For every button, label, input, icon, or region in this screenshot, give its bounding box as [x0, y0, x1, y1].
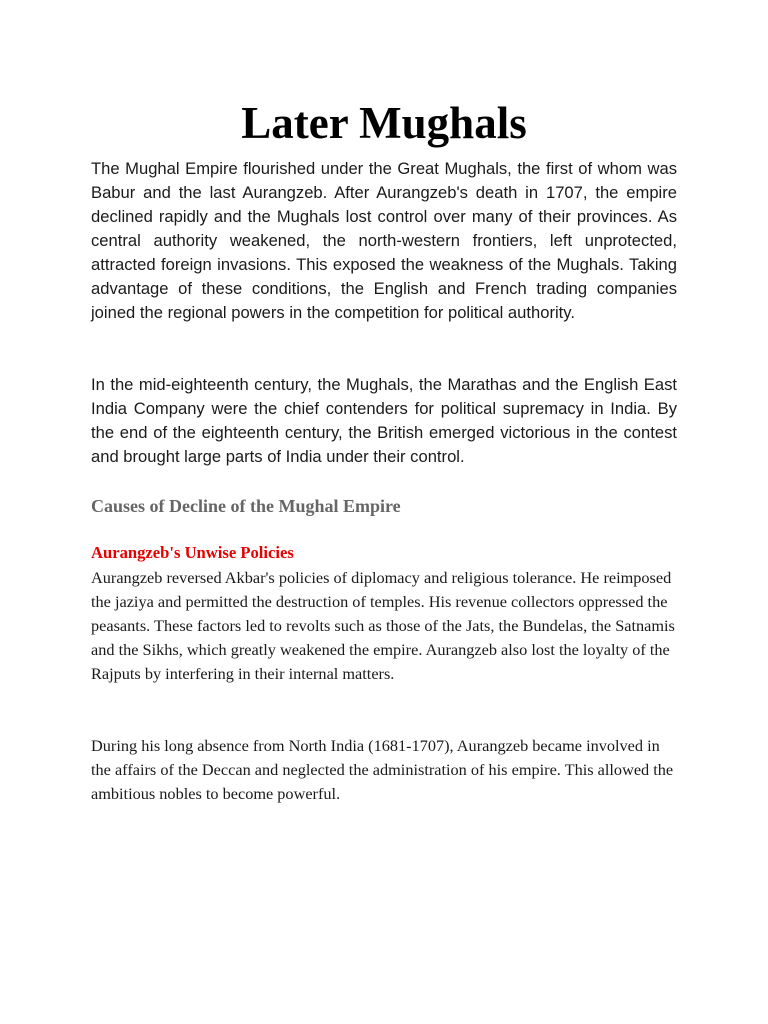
- page-title: Later Mughals: [241, 98, 527, 148]
- section-subheading: Aurangzeb's Unwise Policies: [91, 543, 294, 562]
- section-paragraph-1: Aurangzeb reversed Akbar's policies of diplomacy and religious tolerance. He reimposed the jaziya and permitted the destruction of temples. His revenue collectors oppressed the peasants. These factors led to revolts such as those of the Jats, the Bundelas, the Satnamis and the Sikhs, which greatly weakened the empire. Aurangzeb also lost the loyalty of the Rajputs by interfering in their internal matters.: [91, 568, 675, 683]
- section-heading: Causes of Decline of the Mughal Empire: [91, 496, 401, 516]
- intro-paragraph-1: The Mughal Empire flourished under the Great Mughals, the first of whom was Babur and the last Aurangzeb. After Aurangzeb's death in 1707, the empire declined rapidly and the Mughals lost control over many of their provinces. As central authority weakened, the north-western frontiers, left unprotected, attracted foreign invasions. This exposed the weakness of the Mughals. Taking advantage of these conditions, the English and French trading companies joined the regional powers in the competition for political authority.: [91, 159, 677, 322]
- intro-paragraph-2: In the mid-eighteenth century, the Mughals, the Marathas and the English East India Company were the chief contenders for political supremacy in India. By the end of the eighteenth century, the British emerged victorious in the contest and brought large parts of India under their control.: [91, 375, 677, 466]
- section-paragraph-2: During his long absence from North India (1681-1707), Aurangzeb became involved in the affairs of the Deccan and neglected the administration of his empire. This allowed the ambitious nobles to become powerful.: [91, 736, 674, 803]
